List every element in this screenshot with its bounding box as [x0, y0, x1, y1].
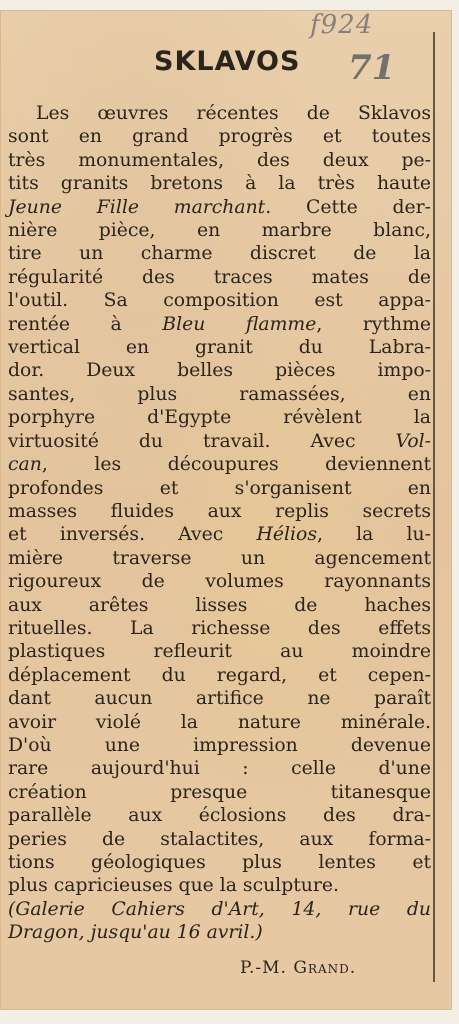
line-italic-text: Vol-	[395, 430, 431, 452]
article-line	[8, 102, 431, 125]
line-italic-text: Hélios	[256, 524, 317, 546]
signature-name: Grand.	[293, 958, 357, 978]
article-line	[8, 757, 431, 780]
line-text: virtuosité du travail. Avec	[8, 430, 396, 452]
line-text: dant aucun artifice ne paraît	[8, 688, 431, 710]
article-line	[8, 406, 431, 429]
line-text: dor. Deux belles pièces impo-	[8, 360, 431, 382]
line-text: plastiques refleurit au moindre	[8, 641, 431, 663]
line-italic-text: (Galerie Cahiers d'Art, 14, rue du	[8, 898, 431, 920]
article-line	[8, 196, 431, 219]
column-rule	[433, 32, 435, 982]
line-text: santes, plus ramassées, en	[8, 383, 431, 405]
article-line	[8, 453, 431, 476]
line-text: D'où une impression devenue	[8, 734, 431, 756]
line-italic-text: Jeune Fille marchant	[8, 196, 266, 218]
article-line	[8, 687, 431, 710]
line-text: , rythme	[316, 313, 431, 335]
line-text: porphyre d'Egypte révèlent la	[8, 407, 431, 429]
line-text: déplacement du regard, et cepen-	[8, 664, 431, 686]
line-text: aux arêtes lisses de haches	[8, 594, 431, 616]
line-text: et inversés. Avec	[8, 524, 257, 546]
article-line	[8, 149, 431, 172]
line-text: peries de stalactites, aux forma-	[8, 828, 431, 850]
line-text: mière traverse un agencement	[8, 547, 431, 569]
line-text: rigoureux de volumes rayonnants	[8, 571, 431, 593]
signature-initials: P.-M.	[240, 958, 287, 978]
article-line	[8, 336, 431, 359]
article-line	[8, 547, 431, 570]
article-line	[8, 219, 431, 242]
article-line	[8, 921, 431, 944]
article-line	[8, 640, 431, 663]
article-line	[8, 851, 431, 874]
line-text: l'outil. Sa composition est appa-	[8, 290, 431, 312]
line-text: , la lu-	[316, 524, 431, 546]
line-text: rentée à	[8, 313, 163, 335]
article-line	[8, 570, 431, 593]
line-italic-text: Dragon, jusqu'au 16 avril.)	[8, 922, 263, 944]
line-text: nière pièce, en marbre blanc,	[8, 220, 431, 242]
line-text: , les découpures deviennent	[41, 454, 431, 476]
article-line	[8, 125, 431, 148]
article-line	[8, 781, 431, 804]
article-line	[8, 383, 431, 406]
article-line	[8, 711, 431, 734]
line-text: . Cette der-	[265, 196, 431, 218]
line-text: création presque titanesque	[8, 781, 431, 803]
line-italic-text: can	[8, 454, 42, 476]
handwritten-number-note: 71	[348, 48, 396, 88]
article-line	[8, 313, 431, 336]
handwritten-year-note: f924	[310, 10, 374, 40]
line-text: rare aujourd'hui : celle d'une	[8, 758, 431, 780]
line-text: parallèle aux éclosions des dra-	[8, 805, 431, 827]
article-signature	[240, 958, 356, 978]
line-text: tits granits bretons à la très haute	[8, 173, 431, 195]
article-line	[8, 898, 431, 921]
line-text: Les œuvres récentes de Sklavos	[36, 103, 431, 124]
article-title: SKLAVOS	[154, 46, 301, 77]
article-line	[8, 734, 431, 757]
line-text: profondes et s'organisent en	[8, 477, 431, 499]
article-line	[8, 359, 431, 382]
line-text: régularité des traces mates de	[8, 266, 431, 288]
article-body	[8, 102, 431, 945]
article-line	[8, 828, 431, 851]
article-line	[8, 874, 431, 897]
article-line	[8, 664, 431, 687]
line-text: très monumentales, des deux pe-	[8, 149, 431, 171]
line-text: sont en grand progrès et toutes	[8, 126, 431, 148]
line-text: masses fluides aux replis secrets	[8, 500, 431, 522]
line-text: vertical en granit du Labra-	[8, 337, 431, 359]
article-line	[8, 242, 431, 265]
line-text: avoir violé la nature minérale.	[8, 711, 431, 733]
line-text: plus capricieuses que la sculpture.	[8, 875, 339, 897]
article-line	[8, 500, 431, 523]
article-line	[8, 172, 431, 195]
article-line	[8, 594, 431, 617]
line-text: rituelles. La richesse des effets	[8, 617, 431, 639]
article-line	[8, 804, 431, 827]
line-text: tire un charme discret de la	[8, 243, 431, 265]
article-line	[8, 617, 431, 640]
line-text: tions géologiques plus lentes et	[8, 852, 431, 873]
article-line	[8, 477, 431, 500]
line-italic-text: Bleu flamme	[162, 313, 317, 335]
article-line	[8, 289, 431, 312]
article-line	[8, 266, 431, 289]
article-line	[8, 523, 431, 546]
article-line	[8, 430, 431, 453]
